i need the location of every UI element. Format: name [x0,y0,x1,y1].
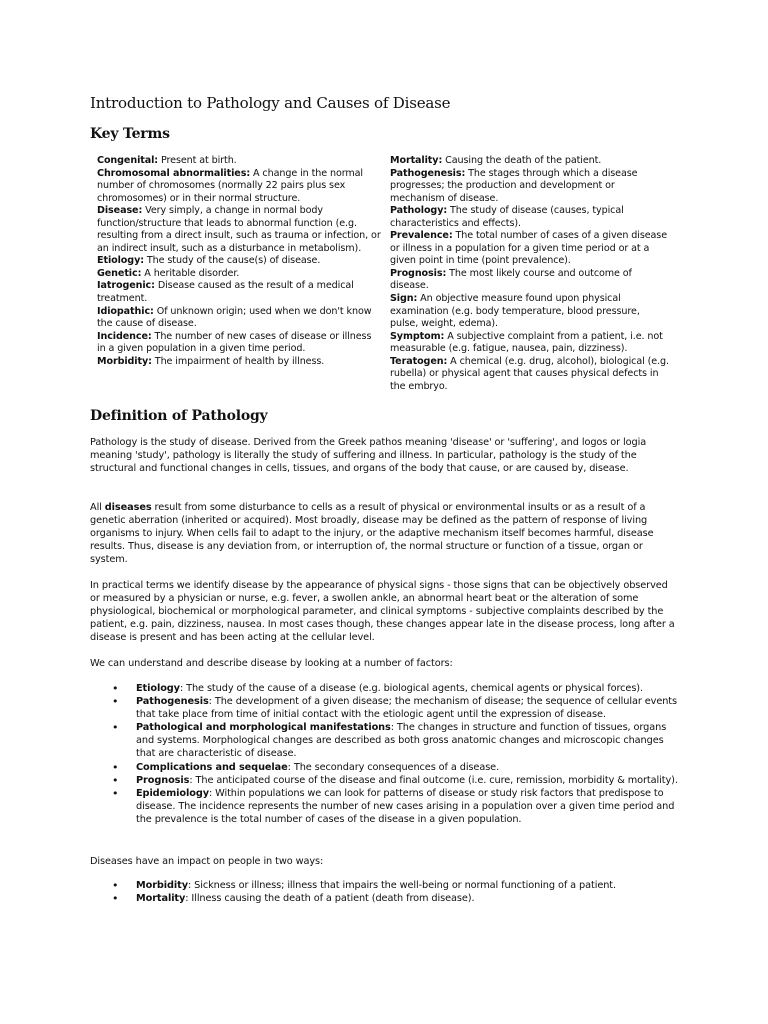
list-item: • Epidemiology: Within populations we can look for patterns of disease or study risk factors that predispose to disease. The incidence represents the number of new cases arising in a population over a given time period and the prevalence is the total number of cases of the disease in a given population. [110,787,682,826]
key-term: Genetic: A heritable disorder. [97,267,240,279]
list-item: • Complications and sequelae: The secondary consequences of a disease. [110,761,682,774]
key-term: Sign: An objective measure found upon physical examination (e.g. body temperature, blood pressure, pulse, weight, edema). [390,293,640,330]
key-term: Disease: Very simply, a change in normal body function/structure that leads to abnormal function (e.g. resulting from a direct insult, such as trauma or infection, or an indirect insult, such as a disturbance in metabolism). [97,205,381,254]
key-term: Symptom: A subjective complaint from a patient, i.e. not measurable (e.g. fatigue, nausea, pain, dizziness). [390,330,663,355]
key-term: Iatrogenic: Disease caused as the result of a medical treatment. [97,280,354,305]
key-terms-heading: Key Terms [90,126,170,142]
paragraph-impact-intro: Diseases have an impact on people in two ways: [90,856,324,867]
key-term: Pathogenesis: The stages through which a disease progresses; the production and development or mechanism of disease. [390,167,638,204]
key-term: Prognosis: The most likely course and outcome of disease. [390,267,632,292]
list-item: • Prognosis: The anticipated course of the disease and final outcome (i.e. cure, remission, morbidity & mortality). [110,774,682,787]
paragraph-factors-intro: We can understand and describe disease by looking at a number of factors: [90,658,453,669]
list-item: • Etiology: The study of the cause of a disease (e.g. biological agents, chemical agents or physical forces). [110,682,682,695]
list-item: • Pathological and morphological manifestations: The changes in structure and function of tissues, organs and systems. Morphological changes are described as both gross anatomic changes and microscopic changes that are characteristic of disease. [110,721,682,760]
key-term: Incidence: The number of new cases of disease or illness in a given population in a given time period. [97,330,372,355]
key-terms-right-column [390,155,670,393]
paragraph-diseases: All diseases result from some disturbance to cells as a result of physical or environmental insults or as a result of a genetic aberration (inherited or acquired). Most broadly, disease may be defined as the pattern of response of living organisms to injury. When cells fail to adapt to the injury, or the adaptive mechanism itself becomes harmful, disease results. Thus, disease is any deviation from, or interruption of, the normal structure or function of a tissue, organ or system. [90,502,654,566]
key-term: Morbidity: The impairment of health by illness. [97,355,325,367]
factors-list [110,682,682,826]
paragraph-practical-terms: In practical terms we identify disease by the appearance of physical signs - those signs that can be objectively observed or measured by a physician or nurse, e.g. fever, a swollen ankle, an abnormal heart beat or the alteration of some physiological, biochemical or morphological parameter, and clinical symptoms - subjective complaints described by the patient, e.g. pain, dizziness, nausea. In most cases though, these changes appear late in the disease process, long after a disease is present and has been acting at the cellular level. [90,580,675,644]
list-item: • Pathogenesis: The development of a given disease; the mechanism of disease; the sequence of cellular events that take place from time of initial contact with the etiologic agent until the expression of disease. [110,695,682,721]
list-item: • Mortality: Illness causing the death of a patient (death from disease). [110,892,682,905]
key-term: Congenital: Present at birth. [97,155,237,166]
key-term: Chromosomal abnormalities: A change in the normal number of chromosomes (normally 22 pairs plus sex chromosomes) or in their normal structure. [97,167,363,204]
key-term: Teratogen: A chemical (e.g. drug, alcohol), biological (e.g. rubella) or physical agent that causes physical defects in the embryo. [390,355,669,392]
page-title: Introduction to Pathology and Causes of Disease [90,94,451,112]
key-terms-left-column [97,155,382,368]
key-term: Idiopathic: Of unknown origin; used when we don't know the cause of disease. [97,305,372,330]
paragraph-definition: Pathology is the study of disease. Derived from the Greek pathos meaning 'disease' or 'suffering', and logos or logia meaning 'study', pathology is literally the study of suffering and illness. In particular, pathology is the study of the structural and functional changes in cells, tissues, and organs of the body that cause, or are caused by, disease. [90,437,647,475]
definition-heading: Definition of Pathology [90,408,268,424]
list-item: • Morbidity: Sickness or illness; illness that impairs the well-being or normal functioning of a patient. [110,879,682,892]
key-term: Etiology: The study of the cause(s) of disease. [97,255,321,267]
key-term: Pathology: The study of disease (causes, typical characteristics and effects). [390,205,624,229]
key-term: Mortality: Causing the death of the patient. [390,155,602,166]
impacts-list [110,879,682,905]
key-term: Prevalence: The total number of cases of a given disease or illness in a population for a given time period or at a given point in time (point prevalence). [390,230,668,267]
